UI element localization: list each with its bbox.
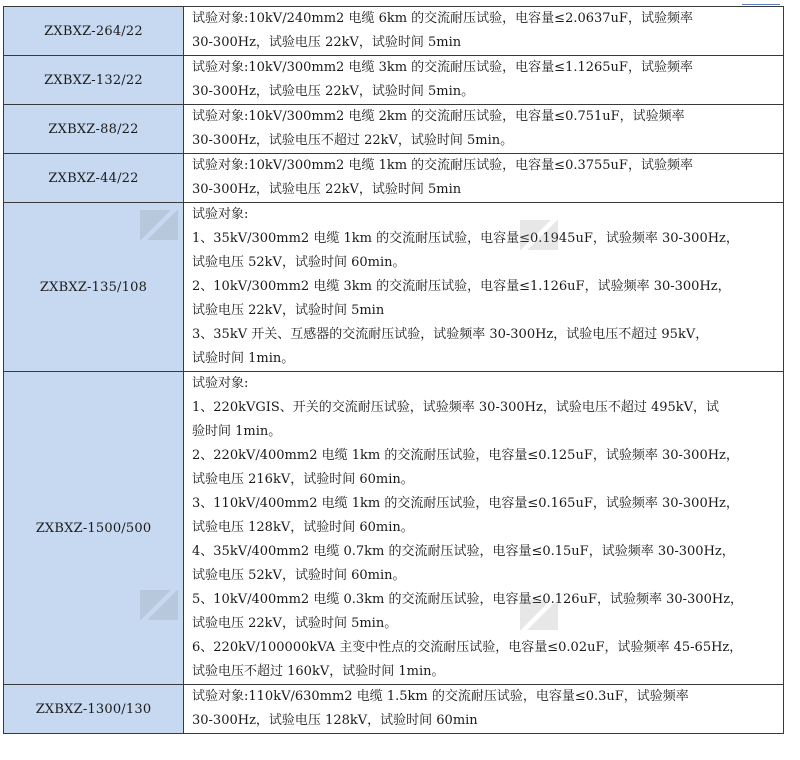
- description-line: 3、110kV/400mm2 电缆 1km 的交流耐压试验，电容量≤0.165uF，试验频率 30-300Hz，: [192, 496, 739, 511]
- description-line: 验时间 1min。: [192, 424, 282, 439]
- model-cell: ZXBXZ-135/108: [4, 203, 184, 372]
- description-line: 试验电压 52kV，试验时间 60min。: [192, 255, 406, 270]
- description-line: 1、220kVGIS、开关的交流耐压试验，试验频率 30-300Hz，试验电压不超过 495kV，试: [192, 400, 720, 415]
- description-cell: [184, 203, 784, 372]
- table-row: [4, 372, 784, 685]
- description-line: 试验对象:: [192, 207, 249, 222]
- description-line: 2、220kV/400mm2 电缆 1km 的交流耐压试验，电容量≤0.125uF，试验频率 30-300Hz，: [192, 448, 739, 463]
- table-row: [4, 7, 784, 56]
- model-cell: ZXBXZ-132/22: [4, 56, 184, 105]
- table-row: [4, 105, 784, 154]
- model-cell: ZXBXZ-264/22: [4, 7, 184, 56]
- description-line: 6、220kV/100000kVA 主变中性点的交流耐压试验，电容量≤0.02uF，试验频率 45-65Hz，: [192, 640, 743, 655]
- description-line: 试验电压 22kV，试验时间 5min: [192, 303, 385, 318]
- description-cell: [184, 56, 784, 105]
- spec-table-body: [4, 7, 784, 734]
- model-cell: ZXBXZ-44/22: [4, 154, 184, 203]
- spec-table: [3, 6, 784, 734]
- description-line: 3、35kV 开关、互感器的交流耐压试验，试验频率 30-300Hz，试验电压不超过 95kV，: [192, 327, 709, 342]
- model-cell: ZXBXZ-1500/500: [4, 372, 184, 685]
- description-line: 5、10kV/400mm2 电缆 0.3km 的交流耐压试验，电容量≤0.126uF，试验频率 30-300Hz，: [192, 592, 744, 607]
- description-line: 2、10kV/300mm2 电缆 3km 的交流耐压试验，电容量≤1.126uF，试验频率 30-300Hz，: [192, 279, 731, 294]
- description-line: 试验电压 216kV，试验时间 60min。: [192, 472, 414, 487]
- description-cell: [184, 154, 784, 203]
- table-row: [4, 685, 784, 734]
- top-edge-strip: [742, 0, 780, 5]
- description-line: 试验对象:10kV/300mm2 电缆 1km 的交流耐压试验，电容量≤0.3755uF，试验频率: [192, 158, 693, 173]
- description-line: 30-300Hz，试验电压 22kV，试验时间 5min: [192, 35, 462, 50]
- description-line: 30-300Hz，试验电压不超过 22kV，试验时间 5min。: [192, 133, 514, 148]
- model-cell: ZXBXZ-1300/130: [4, 685, 184, 734]
- description-line: 4、35kV/400mm2 电缆 0.7km 的交流耐压试验，电容量≤0.15uF，试验频率 30-300Hz，: [192, 544, 735, 559]
- description-line: 试验电压 22kV，试验时间 5min。: [192, 616, 398, 631]
- description-line: 试验对象:: [192, 376, 249, 391]
- description-cell: [184, 685, 784, 734]
- table-row: [4, 154, 784, 203]
- table-row: [4, 203, 784, 372]
- description-cell: [184, 7, 784, 56]
- description-line: 试验对象:10kV/300mm2 电缆 3km 的交流耐压试验，电容量≤1.1265uF，试验频率: [192, 60, 693, 75]
- description-line: 30-300Hz，试验电压 22kV，试验时间 5min。: [192, 84, 475, 99]
- description-line: 试验电压 128kV，试验时间 60min。: [192, 520, 414, 535]
- description-line: 试验对象:110kV/630mm2 电缆 1.5km 的交流耐压试验，电容量≤0.3uF，试验频率: [192, 689, 689, 704]
- description-line: 30-300Hz，试验电压 128kV，试验时间 60min: [192, 713, 478, 728]
- description-line: 30-300Hz，试验电压 22kV，试验时间 5min: [192, 182, 462, 197]
- description-line: 试验电压 52kV，试验时间 60min。: [192, 568, 406, 583]
- description-line: 试验对象:10kV/300mm2 电缆 2km 的交流耐压试验，电容量≤0.751uF，试验频率: [192, 109, 685, 124]
- table-row: [4, 56, 784, 105]
- description-line: 试验对象:10kV/240mm2 电缆 6km 的交流耐压试验，电容量≤2.0637uF，试验频率: [192, 11, 693, 26]
- description-cell: [184, 372, 784, 685]
- model-cell: ZXBXZ-88/22: [4, 105, 184, 154]
- description-cell: [184, 105, 784, 154]
- description-line: 试验时间 1min。: [192, 351, 295, 366]
- description-line: 1、35kV/300mm2 电缆 1km 的交流耐压试验，电容量≤0.1945uF，试验频率 30-300Hz，: [192, 231, 739, 246]
- description-line: 试验电压不超过 160kV，试验时间 1min。: [192, 664, 445, 679]
